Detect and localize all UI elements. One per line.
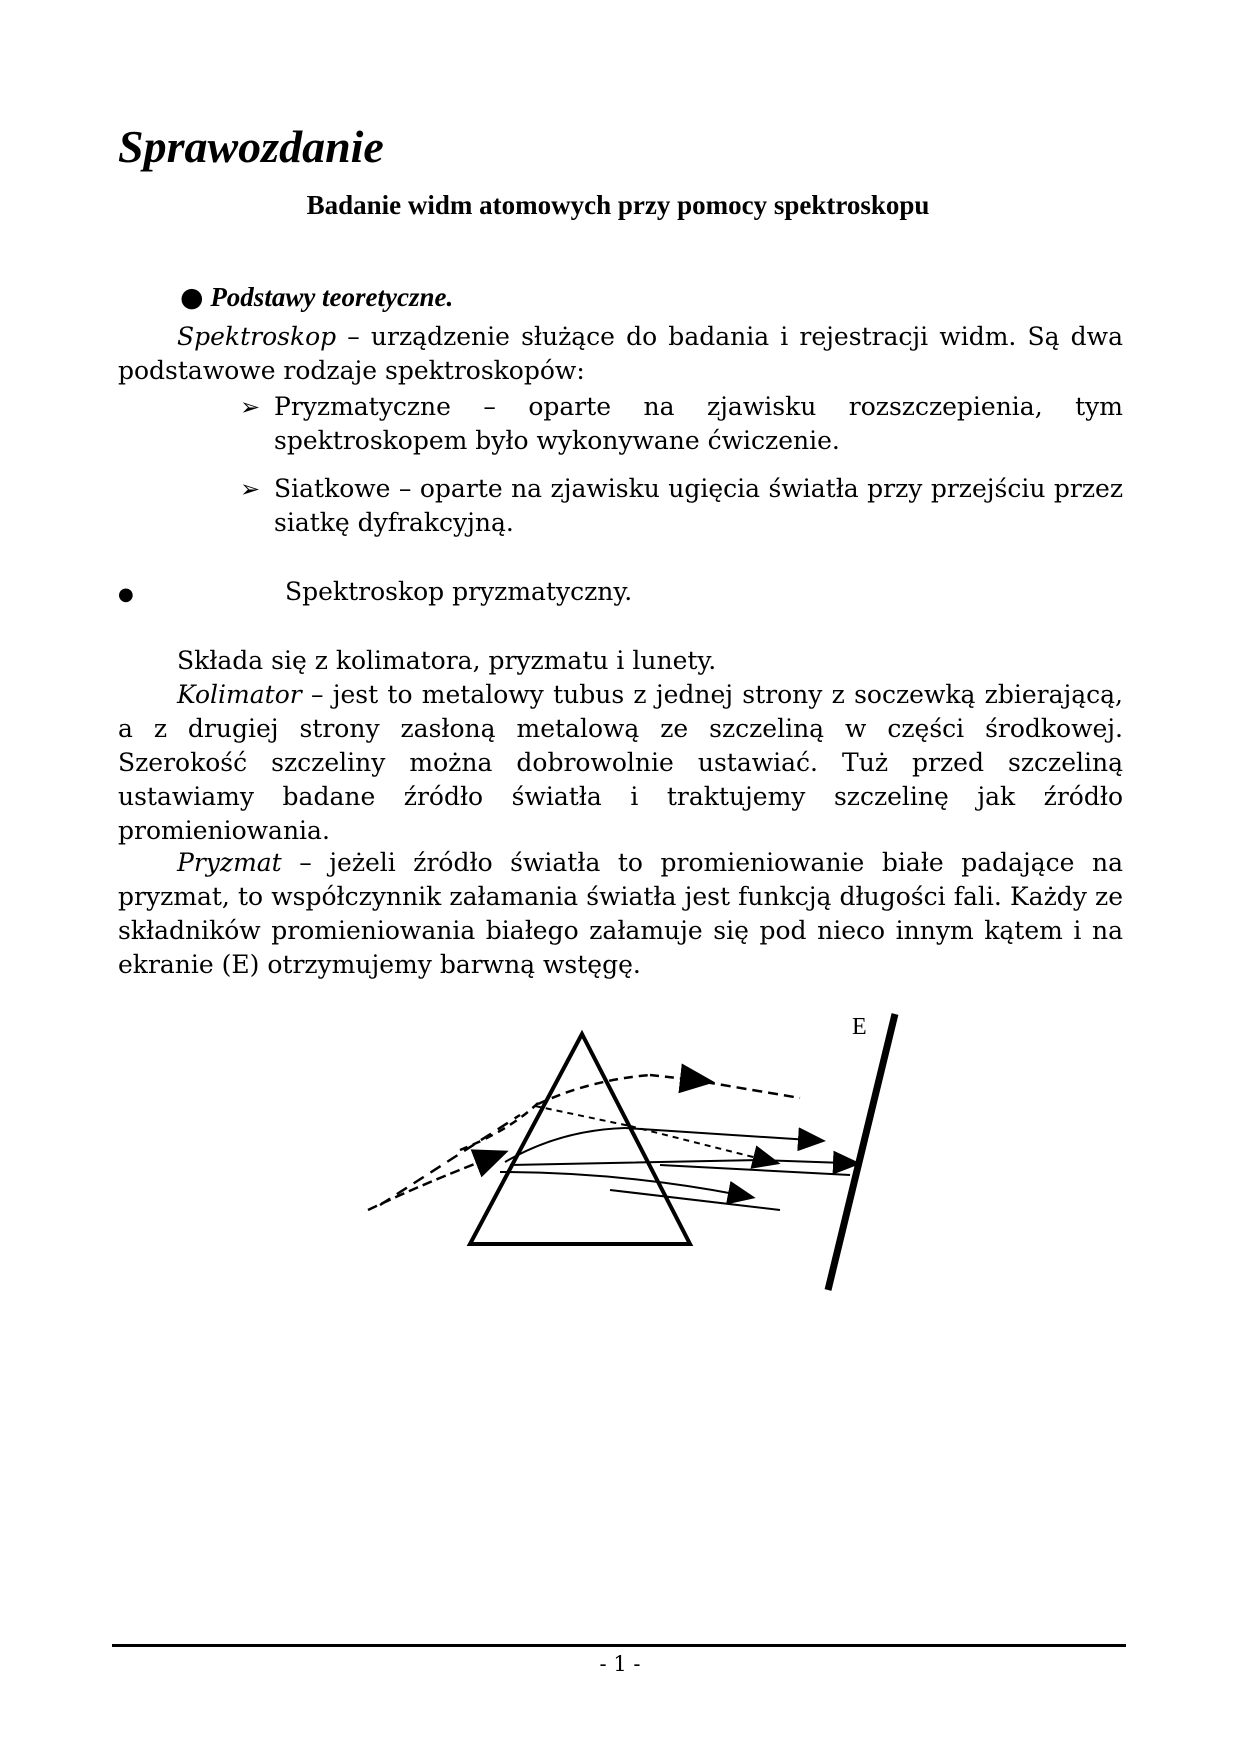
section-heading — [180, 282, 453, 313]
prism-diagram — [360, 1000, 920, 1300]
intro-paragraph — [118, 320, 1123, 388]
outgoing-ray — [705, 1082, 800, 1098]
kolimator-term: Kolimator — [177, 680, 302, 709]
incoming-ray — [460, 1103, 538, 1150]
list-item-text: Siatkowe – oparte na zjawisku ugięcia światła przy przejściu przez siatkę dyfrakcyjną. — [274, 474, 1123, 537]
outgoing-ray — [510, 1160, 845, 1165]
arrow-bullet-icon: ➢ — [240, 393, 261, 421]
arrow-bullet-icon: ➢ — [240, 475, 261, 503]
screen-line — [828, 1014, 895, 1290]
composition-paragraph: Składa się z kolimatora, pryzmatu i lunety. — [177, 646, 717, 675]
kolimator-paragraph — [118, 678, 1123, 848]
footer-divider — [112, 1644, 1126, 1647]
outgoing-ray — [625, 1128, 810, 1140]
pryzmat-paragraph — [118, 846, 1123, 982]
intro-text: – urządzenie służące do badania i rejestracji widm. Są dwa podstawowe rodzaje spektroskopów: — [118, 322, 1123, 385]
outgoing-ray — [630, 1126, 765, 1160]
pryzmat-text: – jeżeli źródło światła to promieniowanie białe padające na pryzmat, to współczynnik załamania światła jest funkcją długości fali. Każdy ze składników promieniowania białego załamuje się pod nieco innym kątem i na ekranie (E) otrzymujemy barwną wstęgę. — [118, 848, 1123, 979]
document-subtitle: Badanie widm atomowych przy pomocy spektroskopu — [306, 190, 930, 220]
intro-term: Spektroskop — [177, 322, 337, 351]
inner-ray — [538, 1075, 650, 1104]
prism-shape — [470, 1034, 690, 1244]
list-item — [240, 472, 1123, 540]
bullet-icon: ● — [118, 584, 134, 605]
list-item — [240, 390, 1123, 458]
screen-label: E — [852, 1014, 867, 1040]
kolimator-text: – jest to metalowy tubus z jednej strony z soczewką zbierającą, a z drugiej strony zasłoną metalową ze szczeliną w części środkowej. Szerokość szczeliny można dobrowolnie ustawiać. Tuż przed szczeliną ustawiamy badane źródło światła i traktujemy szczelinę jak źródło promieniowania. — [118, 680, 1123, 845]
inner-ray — [535, 1106, 630, 1126]
section-heading-text: Podstawy teoretyczne. — [210, 282, 454, 312]
document-title: Sprawozdanie — [118, 121, 384, 172]
page-number: - 1 - — [599, 1652, 641, 1676]
bullet-icon: ● — [180, 282, 204, 313]
outgoing-ray — [660, 1165, 850, 1175]
subsection-heading: Spektroskop pryzmatyczny. — [285, 577, 633, 606]
pryzmat-term: Pryzmat — [177, 848, 282, 877]
list-item-text: Pryzmatyczne – oparte na zjawisku rozszczepienia, tym spektroskopem było wykonywane ćwiczenie. — [274, 392, 1123, 455]
outgoing-ray — [610, 1190, 780, 1210]
outgoing-ray — [650, 1075, 695, 1080]
subsection-bullet — [118, 575, 134, 612]
